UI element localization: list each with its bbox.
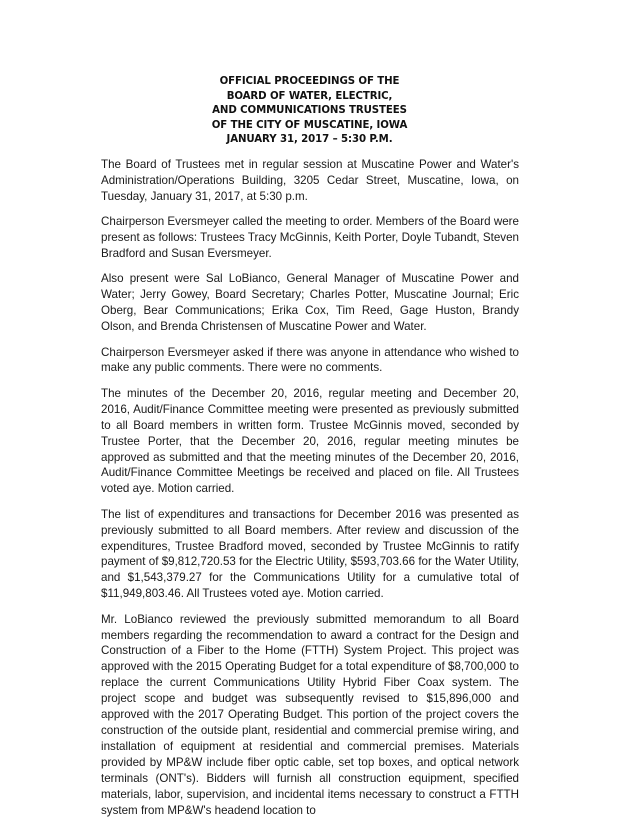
- paragraph-ftth-project: Mr. LoBianco reviewed the previously submitted memorandum to all Board members regarding the recommendation to award a contract for the Design and Construction of a Fiber to the Home (FTTH) System Project. This project was approved with the 2015 Operating Budget for a total expenditure of $8,700,000 to replace the current Communications Utility Hybrid Fiber Coax system. The project scope and budget was subsequently revised to $15,896,000 and approved with the 2017 Operating Budget. This portion of the project covers the construction of the outside plant, residential and commercial premise wiring, and installation of equipment at residential and commercial premises. Materials provided by MP&W include fiber optic cable, set top boxes, and optical network terminals (ONT's). Bidders will furnish all construction equipment, specified materials, labor, supervision, and incidental items necessary to construct a FTTH system from MP&W's headend location to: [101, 612, 519, 817]
- title-line: OFFICIAL PROCEEDINGS OF THE: [219, 76, 400, 87]
- title-date-line: JANUARY 31, 2017 – 5:30 P.M.: [226, 134, 393, 145]
- title-line: AND COMMUNICATIONS TRUSTEES: [212, 105, 407, 116]
- paragraph-minutes-approval: The minutes of the December 20, 2016, regular meeting and December 20, 2016, Audit/Finance Committee meeting were presented as previously submitted to all Board members in written form. Trustee McGinnis moved, seconded by Trustee Porter, that the December 20, 2016, regular meeting minutes be approved as submitted and that the meeting minutes of the December 20, 2016, Audit/Finance Committee Meetings be received and placed on file. All Trustees voted aye. Motion carried.: [101, 386, 519, 496]
- paragraph-public-comments: Chairperson Eversmeyer asked if there was anyone in attendance who wished to make any public comments. There were no comments.: [101, 345, 519, 375]
- paragraph-expenditures: The list of expenditures and transactions for December 2016 was presented as previously submitted to all Board members. After review and discussion of the expenditures, Trustee Bradford moved, seconded by Trustee McGinnis to ratify payment of $9,812,720.53 for the Electric Utility, $593,703.66 for the Water Utility, and $1,543,379.27 for the Communications Utility for a cumulative total of $11,949,803.46. All Trustees voted aye. Motion carried.: [101, 507, 519, 601]
- paragraph-also-present: Also present were Sal LoBianco, General Manager of Muscatine Power and Water; Jerry Gowey, Board Secretary; Charles Potter, Muscatine Journal; Eric Oberg, Bear Communications; Erika Cox, Tim Reed, Gage Huston, Brandy Olson, and Brenda Christensen of Muscatine Power and Water.: [101, 272, 519, 334]
- title-line: BOARD OF WATER, ELECTRIC,: [226, 90, 393, 102]
- paragraph-call-to-order: Chairperson Eversmeyer called the meeting to order. Members of the Board were present as follows: Trustees Tracy McGinnis, Keith Porter, Doyle Tubandt, Steven Bradford and Susan Eversmeyer.: [101, 215, 519, 261]
- document-title: [0, 75, 619, 148]
- document-body: [101, 157, 519, 828]
- title-line: OF THE CITY OF MUSCATINE, IOWA: [211, 119, 408, 131]
- paragraph-session: The Board of Trustees met in regular session at Muscatine Power and Water's Administration/Operations Building, 3205 Cedar Street, Muscatine, Iowa, on Tuesday, January 31, 2017, at 5:30 p.m.: [101, 158, 519, 203]
